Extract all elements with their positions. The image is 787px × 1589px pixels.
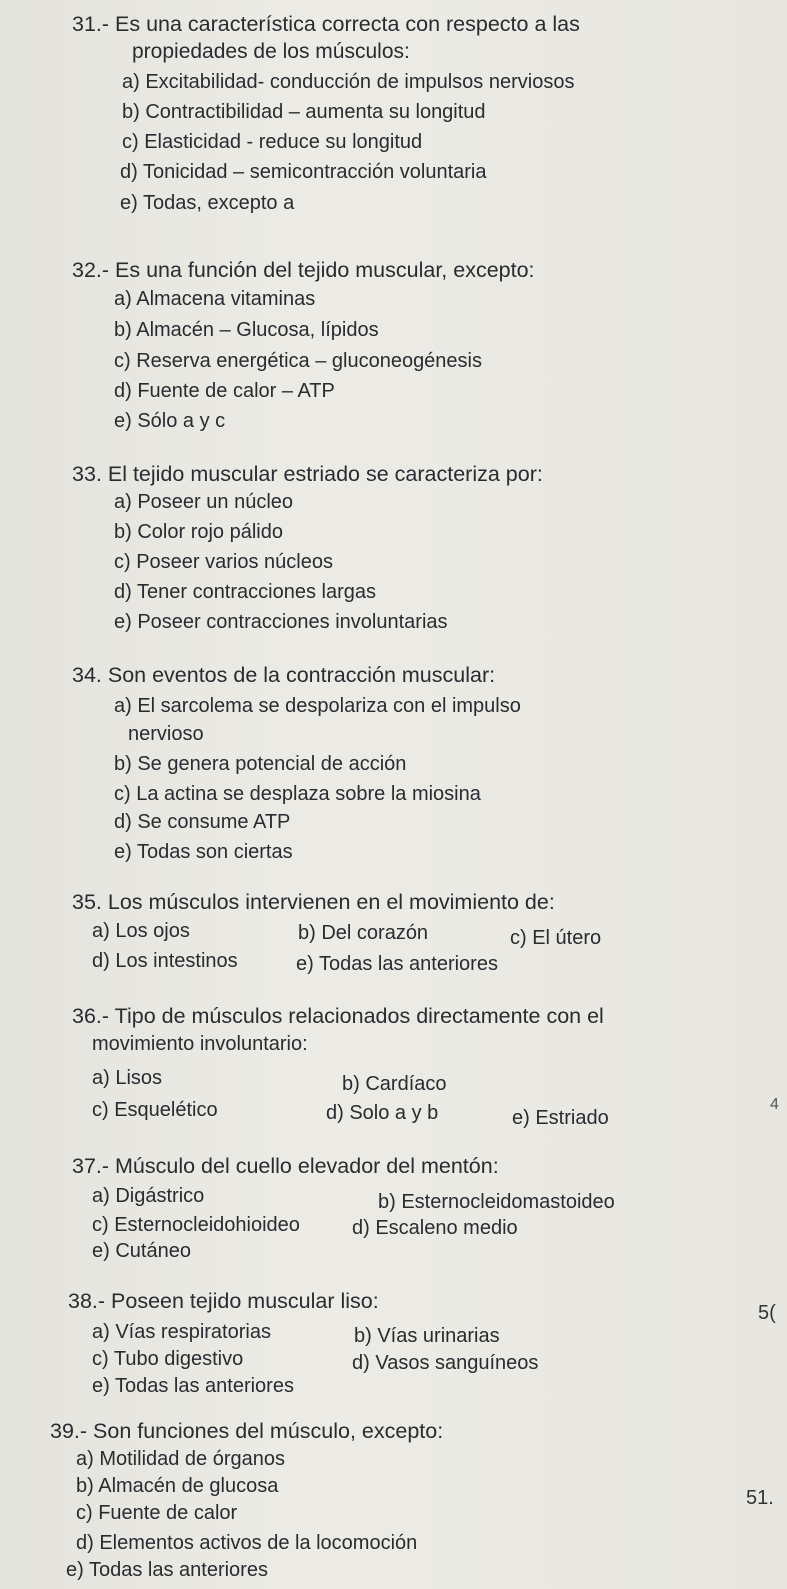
option-b: b) Contractibilidad – aumenta su longitud [122, 101, 486, 123]
option-e: e) Todas las anteriores [66, 1559, 268, 1581]
option-e: e) Todas las anteriores [296, 953, 498, 975]
option-e: e) Todas son ciertas [114, 841, 293, 863]
option-a: a) Almacena vitaminas [114, 288, 316, 310]
option-a: a) Vías respiratorias [92, 1321, 271, 1343]
option-c: c) Poseer varios núcleos [114, 551, 333, 573]
option-b: b) Esternocleidomastoideo [378, 1191, 615, 1213]
option-e: e) Sólo a y c [114, 410, 226, 432]
option-e: e) Poseer contracciones involuntarias [114, 611, 448, 633]
option-b: b) Almacén – Glucosa, lípidos [114, 319, 379, 341]
option-c: c) Fuente de calor [76, 1502, 238, 1524]
option-c: c) Reserva energética – gluconeogénesis [114, 350, 482, 372]
option-a: a) Los ojos [92, 920, 190, 942]
option-b: b) Del corazón [298, 922, 429, 944]
option-b: b) Se genera potencial de acción [114, 753, 407, 775]
option-d: d) Tonicidad – semicontracción voluntaria [120, 161, 487, 183]
margin-page-number: 51. [746, 1487, 774, 1509]
option-d: d) Fuente de calor – ATP [114, 380, 335, 402]
option-c: c) Esquelético [92, 1099, 218, 1121]
option-e: e) Cutáneo [92, 1240, 191, 1262]
question-title: 38.- Poseen tejido muscular liso: [68, 1289, 379, 1313]
question-title-cont: propiedades de los músculos: [132, 40, 410, 63]
option-c: c) El útero [510, 927, 602, 949]
option-c: c) Elasticidad - reduce su longitud [122, 131, 423, 153]
option-e: e) Estriado [512, 1107, 609, 1129]
question-title: 39.- Son funciones del músculo, excepto: [50, 1419, 444, 1443]
question-title: 33. El tejido muscular estriado se caracteriza por: [72, 462, 543, 486]
margin-mark: 4 [770, 1096, 779, 1113]
option-b: b) Color rojo pálido [114, 521, 283, 543]
option-d: d) Los intestinos [92, 950, 238, 972]
option-a: a) Digástrico [92, 1185, 205, 1207]
option-c: c) La actina se desplaza sobre la miosina [114, 783, 481, 805]
question-title: 34. Son eventos de la contracción muscular: [72, 663, 496, 687]
margin-page-number: 5( [758, 1302, 776, 1324]
option-d: d) Elementos activos de la locomoción [76, 1532, 418, 1554]
option-d: d) Se consume ATP [114, 811, 291, 833]
question-title: 37.- Músculo del cuello elevador del mentón: [72, 1154, 499, 1178]
question-title: 35. Los músculos intervienen en el movimiento de: [72, 890, 555, 914]
option-b: b) Cardíaco [342, 1073, 447, 1095]
option-e: e) Todas, excepto a [120, 192, 295, 214]
question-title: 32.- Es una función del tejido muscular, excepto: [72, 258, 535, 282]
option-d: d) Escaleno medio [352, 1217, 518, 1239]
question-title-cont: movimiento involuntario: [92, 1033, 308, 1055]
option-d: d) Tener contracciones largas [114, 581, 376, 603]
option-d: d) Vasos sanguíneos [352, 1352, 539, 1374]
option-e: e) Todas las anteriores [92, 1375, 294, 1397]
option-b: b) Vías urinarias [354, 1325, 500, 1347]
option-d: d) Solo a y b [326, 1102, 439, 1124]
option-a: a) Excitabilidad- conducción de impulsos nerviosos [122, 71, 575, 93]
option-c: c) Tubo digestivo [92, 1348, 244, 1370]
option-b: b) Almacén de glucosa [76, 1475, 279, 1497]
option-a: a) Motilidad de órganos [76, 1448, 286, 1470]
option-a: a) El sarcolema se despolariza con el impulso [114, 695, 521, 717]
option-a: a) Lisos [92, 1067, 163, 1089]
option-a: a) Poseer un núcleo [114, 491, 294, 513]
question-title: 36.- Tipo de músculos relacionados directamente con el [72, 1004, 604, 1028]
option-c: c) Esternocleidohioideo [92, 1214, 300, 1236]
question-title: 31.- Es una característica correcta con respecto a las [72, 12, 580, 36]
option-a-cont: nervioso [128, 723, 204, 745]
